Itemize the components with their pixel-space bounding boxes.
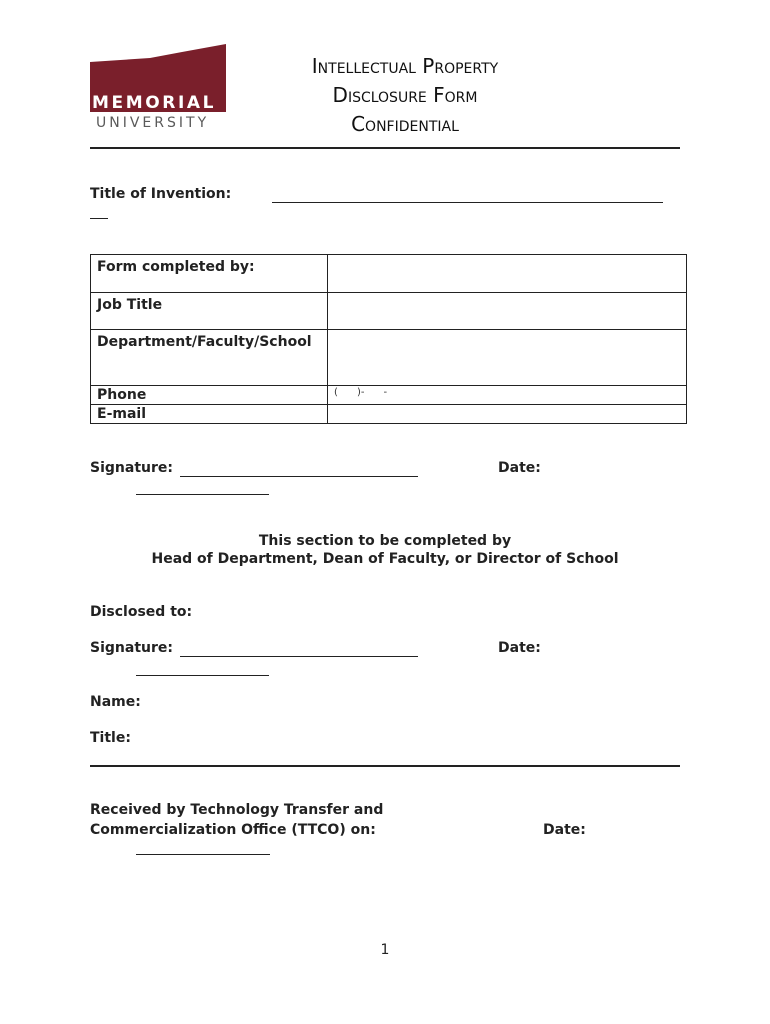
university-logo xyxy=(90,44,230,134)
section-note-line-1: This section to be completed by xyxy=(258,533,512,549)
submitter-date-label: Date: xyxy=(498,460,541,476)
email-field[interactable] xyxy=(328,405,687,424)
logo-name-bottom: UNIVERSITY xyxy=(96,115,210,131)
head-date-field[interactable] xyxy=(136,675,269,676)
invention-title-field-continued[interactable] xyxy=(90,218,108,219)
page-number: 1 xyxy=(380,942,390,958)
invention-title-label: Title of Invention: xyxy=(90,186,232,202)
table-row xyxy=(91,255,687,293)
section-note-line-2: Head of Department, Dean of Faculty, or Director of School xyxy=(151,551,619,567)
form-completed-by-field[interactable] xyxy=(328,255,687,293)
email-label: E-mail xyxy=(91,405,328,424)
job-title-label: Job Title xyxy=(91,293,328,330)
ttco-received-label-line-2: Commercialization Office (TTCO) on: xyxy=(90,822,376,838)
department-field[interactable] xyxy=(328,330,687,386)
ttco-received-label-line-1: Received by Technology Transfer and xyxy=(90,802,384,818)
table-row xyxy=(91,405,687,424)
table-row xyxy=(91,293,687,330)
submitter-signature-field[interactable] xyxy=(180,476,418,477)
form-title-line-2: Disclosure Form xyxy=(332,83,478,107)
ttco-date-label: Date: xyxy=(543,822,586,838)
phone-field[interactable]: ( )- - xyxy=(328,386,687,405)
section-note xyxy=(90,532,680,568)
head-title-label: Title: xyxy=(90,730,131,746)
head-date-label: Date: xyxy=(498,640,541,656)
logo-name-top: MEMORIAL xyxy=(92,93,217,113)
form-title-line-1: Intellectual Property xyxy=(311,54,499,78)
form-completed-by-label: Form completed by: xyxy=(91,255,328,293)
head-signature-label: Signature: xyxy=(90,640,173,656)
invention-title-field[interactable] xyxy=(272,202,663,203)
header-divider xyxy=(90,147,680,149)
job-title-field[interactable] xyxy=(328,293,687,330)
ttco-date-field[interactable] xyxy=(136,854,270,855)
form-title-line-3: Confidential xyxy=(351,112,459,136)
table-row xyxy=(91,330,687,386)
head-name-label: Name: xyxy=(90,694,141,710)
department-label: Department/Faculty/School xyxy=(91,330,328,386)
phone-label: Phone xyxy=(91,386,328,405)
section-divider xyxy=(90,765,680,767)
submitter-signature-label: Signature: xyxy=(90,460,173,476)
submitter-date-field[interactable] xyxy=(136,494,269,495)
form-title xyxy=(250,52,560,139)
disclosed-to-label: Disclosed to: xyxy=(90,604,193,620)
table-row xyxy=(91,386,687,405)
head-signature-field[interactable] xyxy=(180,656,418,657)
submitter-info-table xyxy=(90,254,687,424)
